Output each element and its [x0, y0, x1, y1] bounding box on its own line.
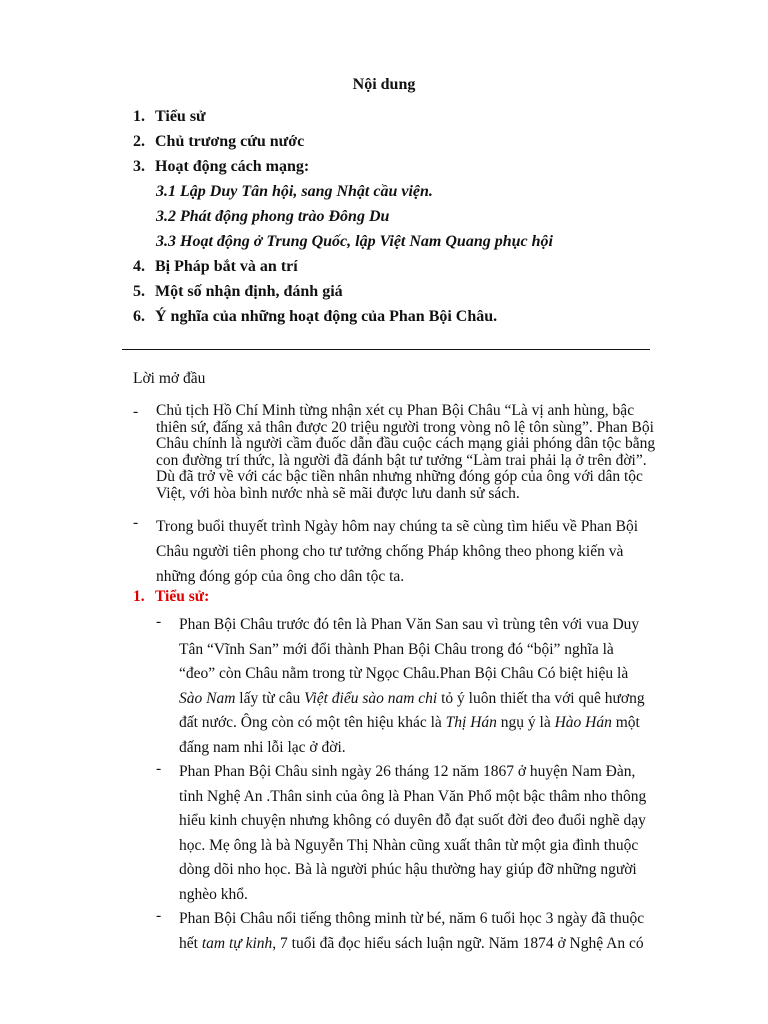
biography-paragraph: Phan Phan Bội Châu sinh ngày 26 tháng 12 năm 1867 ở huyện Nam Đàn, tỉnh Nghệ An .Thân sinh của ông là Phan Văn Phổ một bậc thâm nho thông hiểu kinh chuyện nhưng không có duyên đỗ đạt suốt đời đeo đuổi nghề dạy học. Mẹ ông là bà Nguyễn Thị Nhàn cũng xuất thân từ một gia đình thuộc dòng dõi nho học. Bà là người phúc hậu thường hay giúp đỡ những người nghèo khổ.: [179, 763, 647, 903]
page-title: Nội dung: [352, 76, 416, 93]
toc-item: 1. Tiểu sử: [133, 108, 206, 125]
section-heading: 1. Tiểu sử:: [133, 588, 210, 605]
toc-subitem: 3.1 Lập Duy Tân hội, sang Nhật cầu viện.: [156, 183, 433, 200]
toc-item: 3. Hoạt động cách mạng:: [133, 158, 310, 175]
bullet-dash: -: [156, 613, 162, 630]
biography-paragraph: Phan Bội Châu trước đó tên là Phan Văn San sau vì trùng tên với vua Duy Tân “Vĩnh San” mới đổi thành Phan Bội Châu trong đó “bội” nghĩa là “đeo” còn Châu nằm trong từ Ngọc Châu.Phan Bội Châu Có biệt hiệu là Sào Nam lấy từ câu Việt điểu sào nam chi tỏ ý luôn thiết tha với quê hương đất nước. Ông còn có một tên hiệu khác là Thị Hán ngụ ý là Hào Hán một đấng nam nhi lỗi lạc ở đời.: [179, 616, 645, 756]
toc-item: 4. Bị Pháp bắt và an trí: [133, 258, 298, 275]
intro-paragraph: Chủ tịch Hồ Chí Minh từng nhận xét cụ Phan Bội Châu “Là vị anh hùng, bậc thiên sứ, đấng xả thân được 20 triệu người trong vòng nô lệ tôn sùng”. Phan Bội Châu chính là người cầm đuốc dẫn đầu cuộc cách mạng giải phóng dân tộc bằng con đường trí thức, là người đã đánh bật tư tưởng “Làm trai phải lạ ở trên đời”. Dù đã trở về với các bậc tiền nhân nhưng những đóng góp của ông với dân tộc Việt, với hòa bình nước nhà sẽ mãi được lưu danh sử sách.: [156, 402, 656, 502]
bullet-dash: -: [133, 403, 139, 420]
bullet-dash: -: [156, 907, 162, 924]
intro-paragraph: Trong buổi thuyết trình Ngày hôm nay chúng ta sẽ cùng tìm hiểu về Phan Bội Châu người tiên phong cho tư tưởng chống Pháp không theo phong kiến và những đóng góp của ông cho dân tộc ta.: [156, 518, 639, 585]
biography-paragraph: Phan Bội Châu nổi tiếng thông minh từ bé, năm 6 tuổi học 3 ngày đã thuộc hết tam tự kinh, 7 tuổi đã đọc hiểu sách luận ngữ. Năm 1874 ở Nghệ An có: [179, 910, 645, 952]
toc-item: 6. Ý nghĩa của những hoạt động của Phan Bội Châu.: [133, 308, 498, 325]
toc-subitem: 3.2 Phát động phong trào Đông Du: [156, 208, 390, 225]
bullet-dash: -: [133, 514, 139, 531]
horizontal-divider: [122, 349, 650, 350]
toc-item: 5. Một số nhận định, đánh giá: [133, 283, 343, 300]
bullet-dash: -: [156, 760, 162, 777]
toc-item: 2. Chủ trương cứu nước: [133, 133, 305, 150]
intro-heading: Lời mở đầu: [133, 370, 206, 387]
toc-subitem: 3.3 Hoạt động ở Trung Quốc, lập Việt Nam Quang phục hội: [156, 233, 553, 250]
